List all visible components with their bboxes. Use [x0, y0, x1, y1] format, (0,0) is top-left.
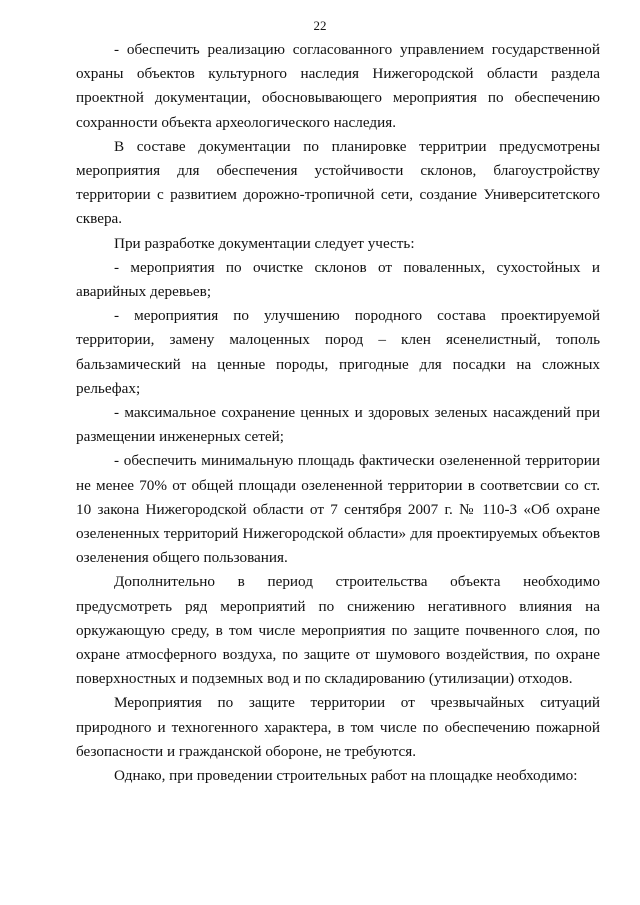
- paragraph-however: Однако, при проведении строительных работ на площадке необходимо:: [114, 767, 578, 785]
- paragraph-heritage-protection: - обеспечить реализацию согласованного управлением государственной охраны объектов культурного наследия Нижегородской области раздела проектной документации, обосновывающего мероприятия по обеспечению сохранности объекта археологического наследия.: [76, 41, 600, 131]
- paragraph-emergency-measures: Мероприятия по защите территории от чрезвычайных ситуаций природного и техногенного характера, в том числе по обеспечению пожарной безопасности и гражданской обороне, не требуются.: [76, 694, 600, 760]
- paragraph-construction-measures: Дополнительно в период строительства объекта необходимо предусмотреть ряд мероприятий по снижению негативного влияния на оркужающую среду, в том числе мероприятия по защите почвенного слоя, по охране атмосферного воздуха, по защите от шумового воздействия, по охране поверхностных и подземных вод и по складированию (утилизации) отходов.: [76, 573, 600, 688]
- list-item-species-improvement: - мероприятия по улучшению породного состава проектируемой территории, замену малоценных пород – клен ясенелистный, тополь бальзамический на ценные породы, пригодные для посадки на сложных рельефах;: [76, 307, 600, 397]
- paragraph-planning-measures: В составе документации по планировке территрии предусмотрены мероприятия для обеспечения устойчивости склонов, благоустройству территории с развитием дорожно-тропичной сети, создание Университетского сквера.: [76, 137, 600, 228]
- page-number: 22: [313, 18, 327, 33]
- paragraph-consider-intro: При разработке документации следует учесть:: [114, 234, 415, 252]
- list-item-min-green-area: - обеспечить минимальную площадь фактически озелененной территории не менее 70% от общей площади озелененной территории в соответсвии со ст. 10 закона Нижегородской области от 7 сентября 2007 г. № 110-З «Об охране озелененных территорий Нижегородской области» для проектируемых объектов озеленения общего пользования.: [76, 452, 600, 567]
- list-item-green-preservation: - максимальное сохранение ценных и здоровых зеленых насаждений при размещении инженерных сетей;: [76, 404, 600, 446]
- list-item-slope-cleanup: - мероприятия по очистке склонов от поваленных, сухостойных и аварийных деревьев;: [76, 258, 600, 301]
- document-body: [76, 38, 600, 788]
